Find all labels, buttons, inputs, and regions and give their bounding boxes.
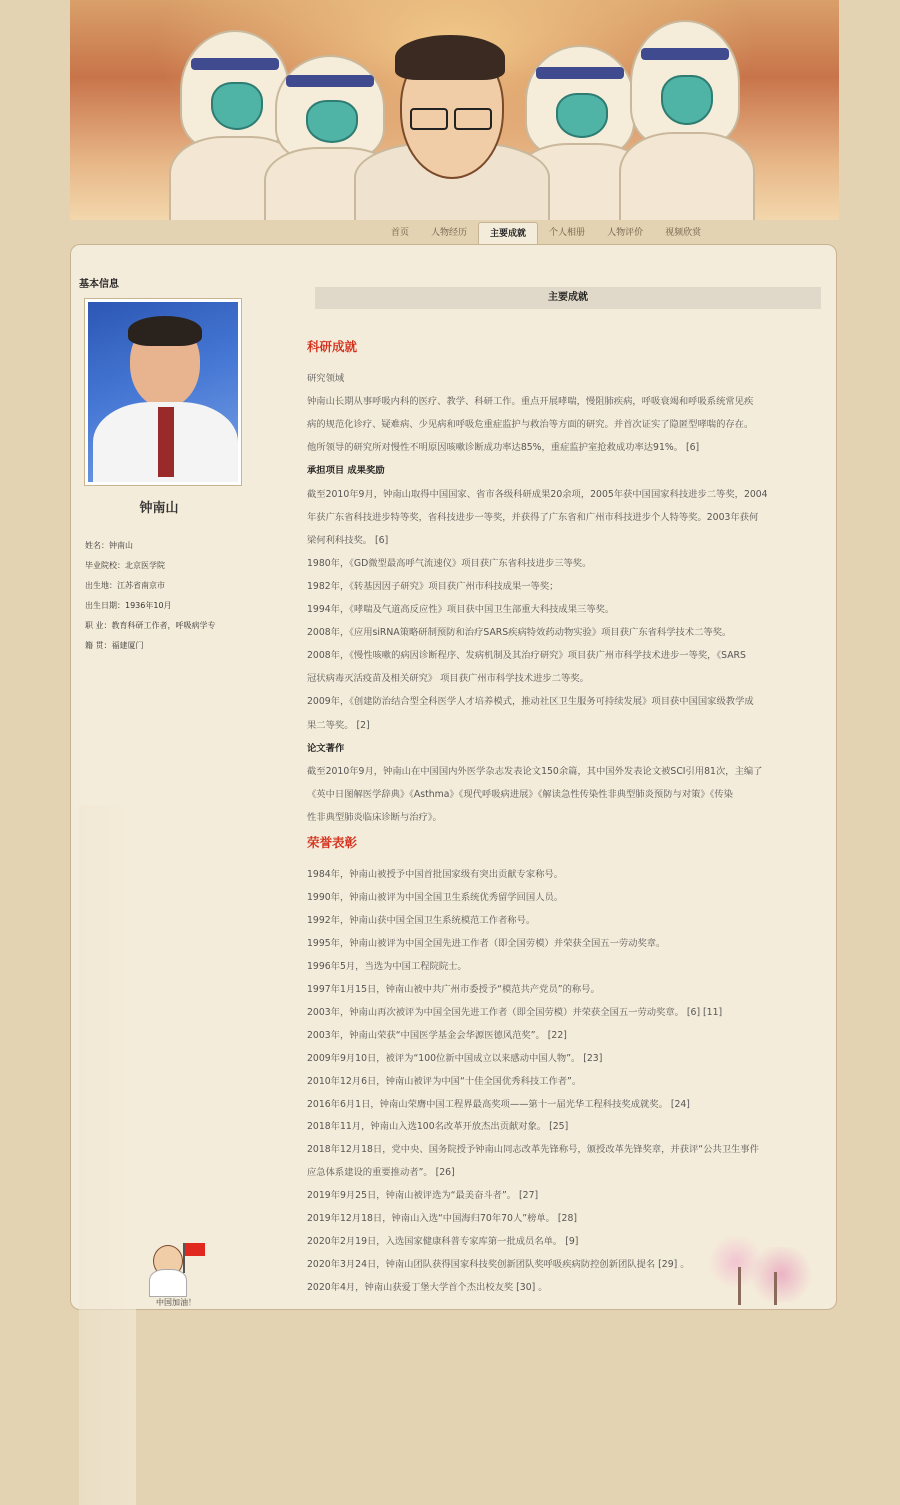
info-occupation: 职 业：教育科研工作者，呼吸病学专	[85, 621, 216, 630]
mascot-illustration	[145, 1241, 209, 1297]
info-birthplace: 出生地：江苏省南京市	[85, 581, 165, 590]
honor-text-line: 1996年5月，当选为中国工程院院士。	[307, 960, 467, 972]
research-text-line: 2008年，《慢性咳嗽的病因诊断程序、发病机制及其治疗研究》项目获广州市科学技术进步一等奖，《SARS	[307, 650, 746, 662]
sidebar-decoration	[79, 805, 136, 1505]
research-text-line: 他所领导的研究所对慢性不明原因咳嗽诊断成功率达85%，重症监护室抢救成功率达91%。 [6]	[307, 442, 700, 454]
info-birthdate: 出生日期：1936年10月	[85, 601, 172, 610]
cherry-blossom-decoration	[696, 1227, 816, 1305]
honor-text-line: 2003年，钟南山再次被评为中国全国先进工作者（即全国劳模）并荣获全国五一劳动奖章。 [6] [11]	[307, 1006, 723, 1018]
honor-text-line: 1995年，钟南山被评为中国全国先进工作者（即全国劳模）并荣获全国五一劳动奖章。	[307, 937, 666, 949]
honor-text-line: 1990年，钟南山被评为中国全国卫生系统优秀留学回国人员。	[307, 891, 564, 903]
basic-info-list	[79, 536, 239, 656]
research-text-line: 果二等奖。 [2]	[307, 719, 370, 731]
honor-text-line: 2019年12月18日，钟南山入选“中国海归70年70人”榜单。 [28]	[307, 1213, 577, 1225]
tab-achievements[interactable]: 主要成就	[478, 222, 538, 245]
sidebar-title: 基本信息	[79, 279, 119, 290]
research-text-line: 年获广东省科技进步特等奖，省科技进步一等奖，并获得了广东省和广州市科技进步个人特等奖。2003年获何	[307, 511, 759, 523]
honor-text-line: 1992年，钟南山获中国全国卫生系统模范工作者称号。	[307, 914, 536, 926]
tab-album[interactable]: 个人相册	[549, 228, 586, 238]
honor-text-line: 2020年4月，钟南山获爱丁堡大学首个杰出校友奖 [30] 。	[307, 1282, 548, 1294]
tab-videos[interactable]: 视频欣赏	[665, 228, 702, 238]
research-text-line: 梁何利科技奖。 [6]	[307, 534, 389, 546]
research-text-line: 2008年，《应用siRNA策略研制预防和治疗SARS疾病特效药动物实验》项目获广东省科学技术二等奖。	[307, 627, 732, 639]
research-text-line: 冠状病毒灭活疫苗及相关研究》 项目获广州市科学技术进步二等奖。	[307, 673, 589, 685]
info-hometown: 籍 贯：福建厦门	[85, 641, 144, 650]
honor-text-line: 1997年1月15日，钟南山被中共广州市委授予“模范共产党员”的称号。	[307, 983, 600, 995]
main-content	[306, 287, 821, 1294]
info-name: 姓名：钟南山	[85, 541, 133, 550]
subheading: 承担项目 成果奖励	[307, 465, 385, 477]
honor-text-line: 2019年9月25日，钟南山被评选为“最美奋斗者”。 [27]	[307, 1190, 539, 1202]
tab-bar	[380, 222, 712, 246]
research-text-line: 研究领域	[307, 373, 345, 384]
honor-text-line: 2020年3月24日，钟南山团队获得国家科技奖创新团队奖呼吸疾病防控创新团队提名 [29] 。	[307, 1259, 690, 1271]
tab-biography[interactable]: 人物经历	[431, 228, 468, 238]
tab-evaluation[interactable]: 人物评价	[607, 228, 644, 238]
research-text-line: 性非典型肺炎临床诊断与治疗》。	[307, 811, 442, 823]
heading-honors: 荣誉表彰	[307, 835, 358, 850]
research-text-line: 截至2010年9月，钟南山在中国国内外医学杂志发表论文150余篇，其中国外发表论文被SCI引用81次，主编了	[307, 765, 763, 777]
research-text-line: 2009年，《创建防治结合型全科医学人才培养模式，推动社区卫生服务可持续发展》项目获中国国家级教学成	[307, 696, 754, 708]
honor-text-line: 1984年，钟南山被授予中国首批国家级有突出贡献专家称号。	[307, 869, 564, 880]
heading-research: 科研成就	[307, 339, 358, 354]
honor-text-line: 2018年11月，钟南山入选100名改革开放杰出贡献对象。 [25]	[307, 1121, 569, 1133]
research-text-line: 《英中日图解医学辞典》《Asthma》《现代呼吸病进展》《解读急性传染性非典型肺炎预防与对策》《传染	[307, 788, 733, 800]
research-text-line: 截至2010年9月，钟南山取得中国国家、省市各级科研成果20余项，2005年获中国国家科技进步二等奖，2004	[307, 488, 768, 500]
honor-text-line: 2020年2月19日，入选国家健康科普专家库第一批成员名单。 [9]	[307, 1236, 579, 1248]
honor-text-line: 应急体系建设的重要推动者”。 [26]	[307, 1167, 455, 1179]
honor-text-line: 2016年6月1日，钟南山荣膺中国工程界最高奖项——第十一届光华工程科技奖成就奖。 [24]	[307, 1098, 690, 1110]
tab-home[interactable]: 首页	[391, 228, 410, 238]
section-title: 主要成就	[315, 287, 821, 309]
content-panel	[70, 244, 837, 1310]
header-banner	[70, 0, 839, 220]
research-text-line: 1994年，《哮喘及气道高反应性》项目获中国卫生部重大科技成果三等奖。	[307, 604, 615, 615]
honor-text-line: 2010年12月6日，钟南山被评为中国“十佳全国优秀科技工作者”。	[307, 1075, 582, 1087]
research-text-line: 1982年，《转基因因子研究》项目获广州市科技成果一等奖；	[307, 580, 559, 592]
subheading: 论文著作	[307, 742, 345, 754]
doctor-portrait-illustration	[370, 20, 530, 220]
sidebar	[79, 275, 239, 656]
honor-text-line: 2003年，钟南山荣获“中国医学基金会华源医德风范奖”。 [22]	[307, 1029, 567, 1041]
medical-worker-figure	[630, 20, 740, 220]
info-school: 毕业院校：北京医学院	[85, 561, 165, 570]
person-name: 钟南山	[139, 501, 179, 516]
research-text-line: 钟南山长期从事呼吸内科的医疗、教学、科研工作。重点开展哮喘，慢阻肺疾病，呼吸衰竭和呼吸系统常见疾	[307, 396, 754, 408]
mascot-caption: 中国加油！	[156, 1298, 196, 1307]
research-text-line: 1980年，《GD微型最高呼气流速仪》项目获广东省科技进步三等奖。	[307, 557, 592, 569]
profile-photo	[84, 298, 242, 486]
honor-text-line: 2009年9月10日，被评为“100位新中国成立以来感动中国人物”。 [23]	[307, 1052, 603, 1064]
research-text-line: 病的规范化诊疗、疑难病、少见病和呼吸危重症监护与救治等方面的研究。并首次证实了隐匿型哮喘的存在。	[307, 419, 754, 431]
honor-text-line: 2018年12月18日，党中央、国务院授予钟南山同志改革先锋称号，颁授改革先锋奖章，并获评“公共卫生事件	[307, 1144, 759, 1156]
